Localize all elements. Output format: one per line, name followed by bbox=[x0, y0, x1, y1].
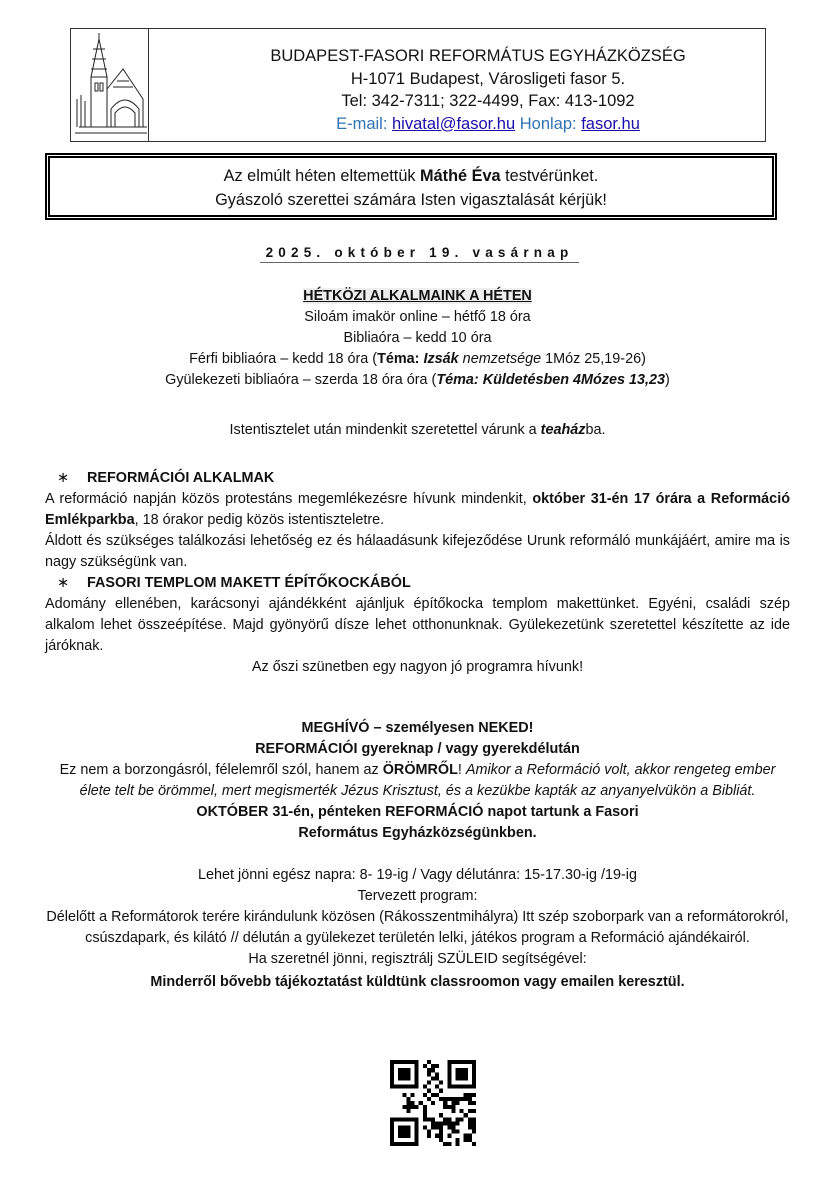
qr-module bbox=[431, 1117, 435, 1121]
qr-module bbox=[402, 1060, 406, 1064]
text-run: Téma: bbox=[377, 351, 424, 367]
qr-module bbox=[419, 1101, 423, 1105]
qr-module bbox=[427, 1089, 431, 1093]
qr-module bbox=[451, 1097, 455, 1101]
text-run: Istentisztelet után mindenkit szeretettel várunk a bbox=[229, 422, 541, 438]
qr-module bbox=[464, 1138, 468, 1142]
program-label: Tervezett program: bbox=[357, 888, 478, 904]
qr-module bbox=[468, 1138, 472, 1142]
text-run: nemzetsége bbox=[458, 351, 542, 367]
qr-module bbox=[447, 1060, 451, 1064]
qr-module bbox=[435, 1072, 439, 1076]
text-run: Máthé Éva bbox=[420, 167, 501, 185]
section-title: FASORI TEMPLOM MAKETT ÉPÍTŐKOCKÁBÓL bbox=[87, 575, 411, 591]
qr-module bbox=[402, 1093, 406, 1097]
qr-module bbox=[468, 1121, 472, 1125]
invite-subtitle: REFORMÁCIÓI gyereknap / vagy gyerekdélután bbox=[255, 741, 580, 757]
qr-module bbox=[472, 1085, 476, 1089]
qr-module bbox=[451, 1060, 455, 1064]
event-line bbox=[45, 328, 790, 349]
qr-module bbox=[451, 1130, 455, 1134]
qr-module bbox=[415, 1064, 419, 1068]
qr-module bbox=[456, 1142, 460, 1146]
date-text: 2025. október 19. vasárnap bbox=[260, 245, 580, 263]
qr-module bbox=[464, 1076, 468, 1080]
qr-module bbox=[472, 1072, 476, 1076]
qr-module bbox=[464, 1093, 468, 1097]
qr-module bbox=[402, 1134, 406, 1138]
qr-module bbox=[410, 1105, 414, 1109]
qr-module bbox=[402, 1126, 406, 1130]
qr-module bbox=[415, 1072, 419, 1076]
qr-module bbox=[468, 1109, 472, 1113]
qr-module bbox=[427, 1097, 431, 1101]
qr-module bbox=[456, 1060, 460, 1064]
qr-module bbox=[468, 1085, 472, 1089]
qr-module bbox=[435, 1076, 439, 1080]
qr-module bbox=[406, 1105, 410, 1109]
qr-module bbox=[460, 1085, 464, 1089]
qr-module bbox=[447, 1097, 451, 1101]
qr-module bbox=[415, 1068, 419, 1072]
qr-module bbox=[447, 1076, 451, 1080]
qr-module bbox=[423, 1109, 427, 1113]
qr-module bbox=[456, 1130, 460, 1134]
qr-module bbox=[410, 1142, 414, 1146]
qr-module bbox=[472, 1064, 476, 1068]
qr-module bbox=[402, 1085, 406, 1089]
qr-module bbox=[447, 1117, 451, 1121]
qr-module bbox=[468, 1060, 472, 1064]
org-name: BUDAPEST-FASORI REFORMÁTUS EGYHÁZKÖZSÉG bbox=[270, 47, 686, 65]
qr-module bbox=[406, 1134, 410, 1138]
invite-times: Lehet jönni egész napra: 8- 19-ig / Vagy délutánra: 15-17.30-ig /19-ig bbox=[198, 867, 637, 883]
qr-module bbox=[398, 1130, 402, 1134]
qr-module bbox=[468, 1117, 472, 1121]
qr-module bbox=[427, 1060, 431, 1064]
qr-module bbox=[447, 1072, 451, 1076]
qr-module bbox=[451, 1085, 455, 1089]
date-heading bbox=[0, 245, 839, 260]
phone: Tel: 342-7311; 322-4499, Fax: 413-1092 bbox=[341, 92, 635, 110]
qr-module bbox=[447, 1142, 451, 1146]
text-run: Áldott és szükséges találkozási lehetőség ez és hálaadásunk kifejeződése Urunk reformáló munkájáért, amire ma is nagy szükségünk van. bbox=[45, 533, 790, 570]
qr-module bbox=[443, 1117, 447, 1121]
qr-module bbox=[427, 1080, 431, 1084]
qr-module bbox=[406, 1109, 410, 1113]
text-run: Téma: Küldetésben 4Mózes 13,23 bbox=[436, 372, 666, 388]
qr-module bbox=[398, 1117, 402, 1121]
qr-module bbox=[410, 1101, 414, 1105]
qr-module bbox=[464, 1068, 468, 1072]
qr-module bbox=[464, 1134, 468, 1138]
text-run: október 31-én 17 órára a Reformáció Emlékparkba bbox=[45, 491, 790, 528]
qr-module bbox=[472, 1101, 476, 1105]
section-heading bbox=[45, 573, 790, 594]
letterhead bbox=[70, 28, 766, 142]
qr-module bbox=[390, 1060, 394, 1064]
qr-module bbox=[431, 1076, 435, 1080]
qr-module bbox=[456, 1072, 460, 1076]
qr-module bbox=[472, 1109, 476, 1113]
qr-module bbox=[415, 1130, 419, 1134]
qr-module bbox=[423, 1093, 427, 1097]
qr-module bbox=[427, 1134, 431, 1138]
qr-module bbox=[447, 1126, 451, 1130]
qr-module bbox=[456, 1101, 460, 1105]
qr-module bbox=[431, 1064, 435, 1068]
qr-module bbox=[390, 1064, 394, 1068]
qr-module bbox=[451, 1126, 455, 1130]
qr-module bbox=[439, 1080, 443, 1084]
qr-module bbox=[415, 1117, 419, 1121]
qr-module bbox=[415, 1085, 419, 1089]
qr-module bbox=[415, 1142, 419, 1146]
qr-module bbox=[472, 1060, 476, 1064]
qr-module bbox=[447, 1134, 451, 1138]
qr-module bbox=[415, 1060, 419, 1064]
qr-module bbox=[406, 1097, 410, 1101]
qr-module bbox=[464, 1113, 468, 1117]
qr-module bbox=[390, 1142, 394, 1146]
qr-module bbox=[406, 1126, 410, 1130]
qr-module bbox=[402, 1142, 406, 1146]
qr-module bbox=[406, 1060, 410, 1064]
weekly-title-text: HÉTKÖZI ALKALMAINK A HÉTEN bbox=[303, 288, 532, 304]
qr-module bbox=[410, 1060, 414, 1064]
text-run: Bibliaóra – kedd 10 óra bbox=[343, 330, 492, 346]
qr-module bbox=[406, 1085, 410, 1089]
text-run: , 18 órakor pedig közös istentiszteletre. bbox=[134, 512, 385, 528]
qr-module bbox=[406, 1101, 410, 1105]
qr-module bbox=[390, 1080, 394, 1084]
invite-paragraph bbox=[45, 760, 790, 802]
qr-module bbox=[447, 1064, 451, 1068]
qr-module bbox=[456, 1076, 460, 1080]
qr-module bbox=[398, 1126, 402, 1130]
web-label: Honlap: bbox=[515, 114, 582, 133]
qr-module bbox=[468, 1101, 472, 1105]
qr-module bbox=[423, 1117, 427, 1121]
qr-module bbox=[390, 1121, 394, 1125]
paragraph bbox=[45, 489, 790, 531]
qr-module bbox=[431, 1101, 435, 1105]
qr-module bbox=[394, 1117, 398, 1121]
qr-module bbox=[410, 1117, 414, 1121]
qr-module bbox=[390, 1134, 394, 1138]
email-link[interactable]: hivatal@fasor.hu bbox=[392, 114, 516, 133]
qr-module bbox=[456, 1117, 460, 1121]
qr-module bbox=[472, 1068, 476, 1072]
weekly-title bbox=[45, 286, 790, 307]
qr-module bbox=[443, 1101, 447, 1105]
qr-module bbox=[451, 1121, 455, 1125]
address: H-1071 Budapest, Városligeti fasor 5. bbox=[350, 69, 626, 88]
qr-module bbox=[443, 1105, 447, 1109]
text-run: Adomány ellenében, karácsonyi ajándékként ajánljuk építőkocka templom makettünket. Egyéni, családi szép alkalom lehet összeépítése. Majd gyönyörű dísze lehet otthonunknak. Gyülekezetünk szeretettel készítette az ide járóknak. bbox=[45, 596, 790, 654]
qr-module bbox=[415, 1138, 419, 1142]
text-run: 1Móz 25,19-26) bbox=[541, 351, 646, 367]
qr-module bbox=[447, 1068, 451, 1072]
qr-module bbox=[410, 1093, 414, 1097]
qr-module bbox=[423, 1064, 427, 1068]
qr-module bbox=[464, 1085, 468, 1089]
qr-module bbox=[439, 1121, 443, 1125]
qr-module bbox=[451, 1109, 455, 1113]
text-run: ) bbox=[665, 372, 670, 388]
text-run: ba. bbox=[585, 422, 606, 438]
qr-module bbox=[402, 1117, 406, 1121]
event-line bbox=[45, 307, 790, 328]
qr-module bbox=[456, 1138, 460, 1142]
qr-module bbox=[443, 1097, 447, 1101]
text-run: Gyászoló szerettei számára Isten vigasztalását kérjük! bbox=[215, 191, 607, 209]
qr-module bbox=[410, 1085, 414, 1089]
qr-module bbox=[472, 1093, 476, 1097]
qr-module bbox=[390, 1117, 394, 1121]
obituary-notice bbox=[45, 153, 777, 220]
qr-module bbox=[427, 1117, 431, 1121]
qr-module bbox=[402, 1076, 406, 1080]
text-run: ! bbox=[457, 762, 466, 778]
text-run: A reformáció napján közös protestáns megemlékezésre hívunk mindenkit, bbox=[45, 491, 533, 507]
text-run: Az elmúlt héten eltemettük bbox=[223, 167, 421, 185]
qr-module bbox=[451, 1105, 455, 1109]
qr-module bbox=[472, 1126, 476, 1130]
church-logo bbox=[71, 29, 149, 141]
qr-module bbox=[447, 1105, 451, 1109]
qr-module bbox=[423, 1105, 427, 1109]
qr-module bbox=[390, 1068, 394, 1072]
qr-module bbox=[439, 1126, 443, 1130]
paragraph bbox=[45, 531, 790, 573]
qr-module bbox=[472, 1117, 476, 1121]
qr-module bbox=[460, 1072, 464, 1076]
qr-module bbox=[472, 1142, 476, 1146]
qr-module bbox=[398, 1068, 402, 1072]
qr-module bbox=[406, 1072, 410, 1076]
qr-module bbox=[460, 1097, 464, 1101]
text-run: Izsák bbox=[423, 351, 459, 367]
qr-module bbox=[390, 1138, 394, 1142]
qr-module bbox=[390, 1085, 394, 1089]
bullet-icon: ∗ bbox=[57, 575, 70, 591]
qr-module bbox=[415, 1080, 419, 1084]
qr-module bbox=[464, 1072, 468, 1076]
invite-announcement: OKTÓBER 31-én, pénteken REFORMÁCIÓ napot tartunk a Fasori Református Egyházközségünkben. bbox=[196, 804, 639, 841]
text-run: Siloám imakör online – hétfő 18 óra bbox=[304, 309, 531, 325]
qr-module bbox=[435, 1126, 439, 1130]
email-label: E-mail: bbox=[336, 114, 392, 133]
qr-module bbox=[427, 1072, 431, 1076]
qr-module bbox=[439, 1130, 443, 1134]
invitation bbox=[45, 718, 790, 993]
qr-module bbox=[398, 1060, 402, 1064]
qr-module bbox=[464, 1060, 468, 1064]
qr-module bbox=[394, 1085, 398, 1089]
qr-module bbox=[431, 1093, 435, 1097]
qr-module bbox=[435, 1093, 439, 1097]
qr-module bbox=[460, 1076, 464, 1080]
text-run: ÖRÖMRŐL bbox=[382, 762, 458, 778]
qr-module bbox=[464, 1097, 468, 1101]
qr-module bbox=[439, 1089, 443, 1093]
qr-module bbox=[402, 1105, 406, 1109]
qr-module bbox=[447, 1085, 451, 1089]
section-title: REFORMÁCIÓI ALKALMAK bbox=[87, 470, 275, 486]
section-heading bbox=[45, 468, 790, 489]
qr-module bbox=[460, 1068, 464, 1072]
qr-module bbox=[398, 1072, 402, 1076]
qr-module bbox=[435, 1064, 439, 1068]
qr-module bbox=[435, 1121, 439, 1125]
autumn-note: Az őszi szünetben egy nagyon jó programra hívunk! bbox=[251, 659, 584, 675]
qr-module bbox=[427, 1068, 431, 1072]
qr-module bbox=[456, 1068, 460, 1072]
notice-line bbox=[50, 188, 772, 212]
qr-module bbox=[390, 1072, 394, 1076]
qr-module bbox=[468, 1097, 472, 1101]
qr-module bbox=[439, 1113, 443, 1117]
event-line bbox=[45, 349, 790, 370]
qr-module bbox=[435, 1085, 439, 1089]
qr-module bbox=[398, 1142, 402, 1146]
qr-module bbox=[415, 1105, 419, 1109]
qr-module bbox=[431, 1126, 435, 1130]
text-run: teaház bbox=[540, 422, 586, 438]
qr-module bbox=[472, 1130, 476, 1134]
qr-module bbox=[398, 1085, 402, 1089]
qr-module bbox=[460, 1109, 464, 1113]
qr-module bbox=[390, 1076, 394, 1080]
qr-module bbox=[439, 1138, 443, 1142]
qr-module bbox=[423, 1126, 427, 1130]
bullet-icon: ∗ bbox=[57, 470, 70, 486]
qr-module bbox=[406, 1076, 410, 1080]
qr-module bbox=[415, 1134, 419, 1138]
contact-line bbox=[151, 113, 765, 136]
qr-module bbox=[443, 1121, 447, 1125]
qr-module bbox=[406, 1117, 410, 1121]
qr-module bbox=[468, 1134, 472, 1138]
teahouse-note bbox=[45, 420, 790, 441]
text-run: testvérünket. bbox=[500, 167, 599, 185]
qr-code-icon[interactable] bbox=[390, 1060, 476, 1146]
event-line bbox=[45, 370, 790, 391]
reformation-section bbox=[45, 468, 790, 678]
qr-module bbox=[415, 1126, 419, 1130]
info-note: Minderről bővebb tájékoztatást küldtünk classroomon vagy emailen keresztül. bbox=[150, 974, 685, 990]
qr-module bbox=[460, 1117, 464, 1121]
qr-module bbox=[394, 1142, 398, 1146]
qr-module bbox=[443, 1142, 447, 1146]
paragraph bbox=[45, 594, 790, 657]
website-link[interactable]: fasor.hu bbox=[581, 114, 640, 133]
qr-module bbox=[456, 1085, 460, 1089]
qr-module bbox=[460, 1060, 464, 1064]
qr-module bbox=[402, 1130, 406, 1134]
qr-module bbox=[402, 1072, 406, 1076]
qr-module bbox=[447, 1080, 451, 1084]
qr-module bbox=[398, 1076, 402, 1080]
qr-module bbox=[468, 1126, 472, 1130]
qr-module bbox=[423, 1085, 427, 1089]
weekly-events bbox=[45, 286, 790, 391]
qr-module bbox=[423, 1113, 427, 1117]
qr-module bbox=[472, 1080, 476, 1084]
qr-module bbox=[435, 1134, 439, 1138]
invite-title: MEGHÍVÓ – személyesen NEKED! bbox=[301, 720, 534, 736]
qr-module bbox=[456, 1097, 460, 1101]
qr-module bbox=[439, 1134, 443, 1138]
qr-module bbox=[451, 1101, 455, 1105]
qr-module bbox=[472, 1076, 476, 1080]
text-run: Amikor a Reformáció volt, akkor rengeteg ember élete telt be örömmel, mert megismerték Jézus Krisztust, és a kezükbe kapták az anyanyelvükön a Bibliát. bbox=[79, 762, 776, 799]
qr-module bbox=[447, 1121, 451, 1125]
text-run: Gyülekezeti bibliaóra – szerda 18 óra óra ( bbox=[165, 372, 437, 388]
qr-module bbox=[431, 1068, 435, 1072]
qr-module bbox=[406, 1068, 410, 1072]
text-run: Férfi bibliaóra – kedd 18 óra ( bbox=[189, 351, 378, 367]
qr-module bbox=[472, 1121, 476, 1125]
qr-module bbox=[427, 1130, 431, 1134]
program-description: Délelőtt a Reformátorok terére kirándulunk közösen (Rákosszentmihályra) Itt szép szoborpark van a reformátorokról, csúszdapark, és kilátó // délután a gyülekezet területén lelki, játékos program a Reformáció ajándékairól. bbox=[46, 909, 789, 946]
qr-module bbox=[415, 1121, 419, 1125]
qr-module bbox=[394, 1060, 398, 1064]
qr-module bbox=[406, 1130, 410, 1134]
qr-module bbox=[398, 1134, 402, 1138]
qr-module bbox=[431, 1121, 435, 1125]
qr-module bbox=[390, 1126, 394, 1130]
qr-module bbox=[406, 1142, 410, 1146]
notice-line bbox=[50, 164, 772, 188]
qr-module bbox=[439, 1097, 443, 1101]
text-run: Ez nem a borzongásról, félelemről szól, hanem az bbox=[59, 762, 383, 778]
register-note: Ha szeretnél jönni, regisztrálj SZÜLEID segítségével: bbox=[248, 951, 587, 967]
qr-module bbox=[456, 1121, 460, 1125]
qr-module bbox=[468, 1093, 472, 1097]
qr-module bbox=[402, 1068, 406, 1072]
qr-module bbox=[390, 1130, 394, 1134]
qr-module bbox=[415, 1076, 419, 1080]
